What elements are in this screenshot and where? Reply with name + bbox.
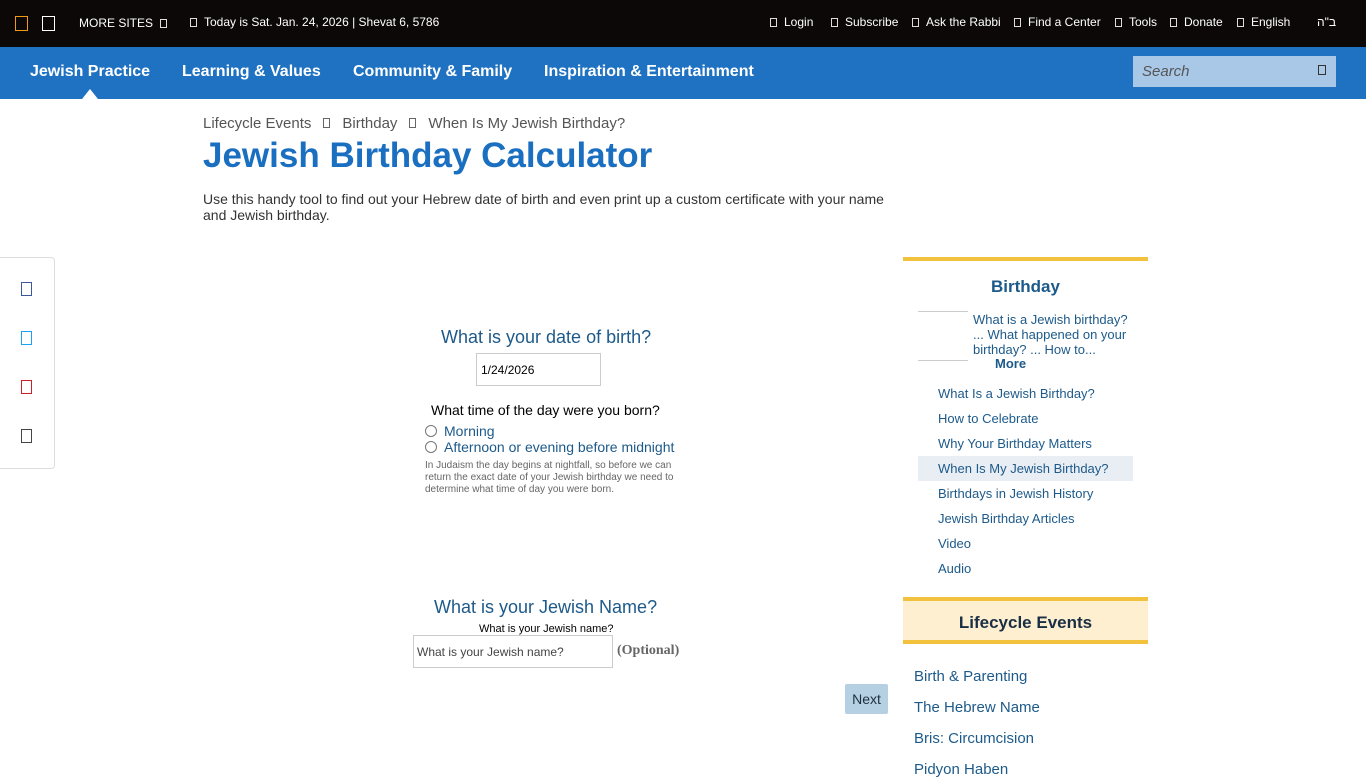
subscribe-link[interactable]: Subscribe [831,15,898,29]
optional-label: (Optional) [617,643,680,658]
chabad-logo-icon[interactable] [15,16,28,31]
search-box [1133,56,1336,87]
mail-icon [831,18,838,27]
facebook-icon[interactable] [21,282,32,296]
chevron-down-icon [160,19,167,28]
breadcrumb-current[interactable]: When Is My Jewish Birthday? [428,115,626,132]
twitter-icon[interactable] [21,331,32,345]
dob-input[interactable] [476,353,601,386]
today-date [190,15,439,29]
sidebar [903,257,1148,778]
page-title: Jewish Birthday Calculator [203,136,653,175]
bh-label: ב"ה [1317,15,1337,29]
page-intro: Use this handy tool to find out your Hebrew date of birth and even print up a custom certificate with your name and Jewish birthday. [203,191,884,223]
sidebar-description: What is a Jewish birthday? ... What happened on your birthday? ... How to... [973,312,1128,357]
sidebar-link[interactable]: Video [938,536,972,551]
language-link[interactable]: English [1237,15,1290,29]
login-link[interactable]: Login [770,15,813,29]
time-note: In Judaism the day begins at nightfall, so before we can return the exact date of your Jewish birthday we need to determine what time of day you were born. [425,460,674,495]
sidebar-divider [903,257,1148,261]
breadcrumb-lifecycle[interactable]: Lifecycle Events [203,115,312,132]
search-input[interactable] [1133,56,1303,87]
chevron-right-icon [323,118,330,128]
question-icon [912,18,919,27]
nav-inspiration-entertainment[interactable]: Inspiration & Entertainment [544,63,754,80]
nav-community-family[interactable]: Community & Family [353,63,513,80]
birthday-thumbnail[interactable] [918,311,968,361]
jewish-name-input[interactable] [413,635,613,668]
breadcrumb [203,115,625,132]
find-center-link[interactable]: Find a Center [1014,15,1101,29]
share-rail [0,257,55,469]
sidebar-link-active[interactable]: When Is My Jewish Birthday? [918,456,1133,481]
lifecycle-link[interactable]: Bris: Circumcision [914,730,1035,747]
more-link[interactable]: More [995,356,1027,371]
pinterest-icon[interactable] [21,380,32,394]
donate-link[interactable]: Donate [1170,15,1223,29]
globe-icon [1237,18,1244,27]
name-question: What is your Jewish Name? [434,597,658,617]
lifecycle-link[interactable]: Pidyon Haben [914,761,1009,778]
lifecycle-link[interactable]: The Hebrew Name [914,699,1040,716]
ask-rabbi-link[interactable]: Ask the Rabbi [912,15,1001,29]
search-icon[interactable] [1318,65,1326,75]
sidebar-link[interactable]: Birthdays in Jewish History [938,486,1094,501]
dob-question: What is your date of birth? [441,327,652,347]
evening-radio[interactable] [425,441,437,453]
sidebar-link[interactable]: How to Celebrate [938,411,1039,426]
lifecycle-title[interactable]: Lifecycle Events [903,601,1148,644]
more-sites-label: MORE SITES [79,16,154,30]
more-sites-button[interactable] [79,16,174,30]
morning-radio[interactable] [425,425,437,437]
sidebar-link[interactable]: What Is a Jewish Birthday? [938,386,1095,401]
sidebar-title[interactable]: Birthday [991,277,1060,296]
menu-icon[interactable] [42,16,55,31]
chevron-right-icon [409,118,416,128]
sidebar-link[interactable]: Audio [938,561,972,576]
active-nav-caret [82,89,98,99]
lifecycle-box [903,597,1148,778]
user-icon [770,18,777,27]
name-label: What is your Jewish name? [479,623,614,635]
time-option-morning[interactable]: Morning [425,423,495,439]
date-label: Today is Sat. Jan. 24, 2026 | Shevat 6, 5786 [204,15,440,29]
tools-link[interactable]: Tools [1115,15,1157,29]
time-question: What time of the day were you born? [431,402,660,418]
location-icon [1014,18,1021,27]
nav-learning-values[interactable]: Learning & Values [182,63,321,80]
time-option-evening[interactable]: Afternoon or evening before midnight [425,439,674,455]
breadcrumb-birthday[interactable]: Birthday [342,115,398,132]
nav-jewish-practice[interactable]: Jewish Practice [30,63,151,80]
top-bar [0,0,1366,47]
sidebar-link[interactable]: Why Your Birthday Matters [938,436,1092,451]
lifecycle-link[interactable]: Birth & Parenting [914,668,1028,685]
next-button[interactable]: Next [845,684,888,714]
calendar-icon [190,18,197,27]
tools-icon [1115,18,1122,27]
email-icon[interactable] [21,429,32,443]
heart-icon [1170,18,1177,27]
sidebar-link[interactable]: Jewish Birthday Articles [938,511,1075,526]
